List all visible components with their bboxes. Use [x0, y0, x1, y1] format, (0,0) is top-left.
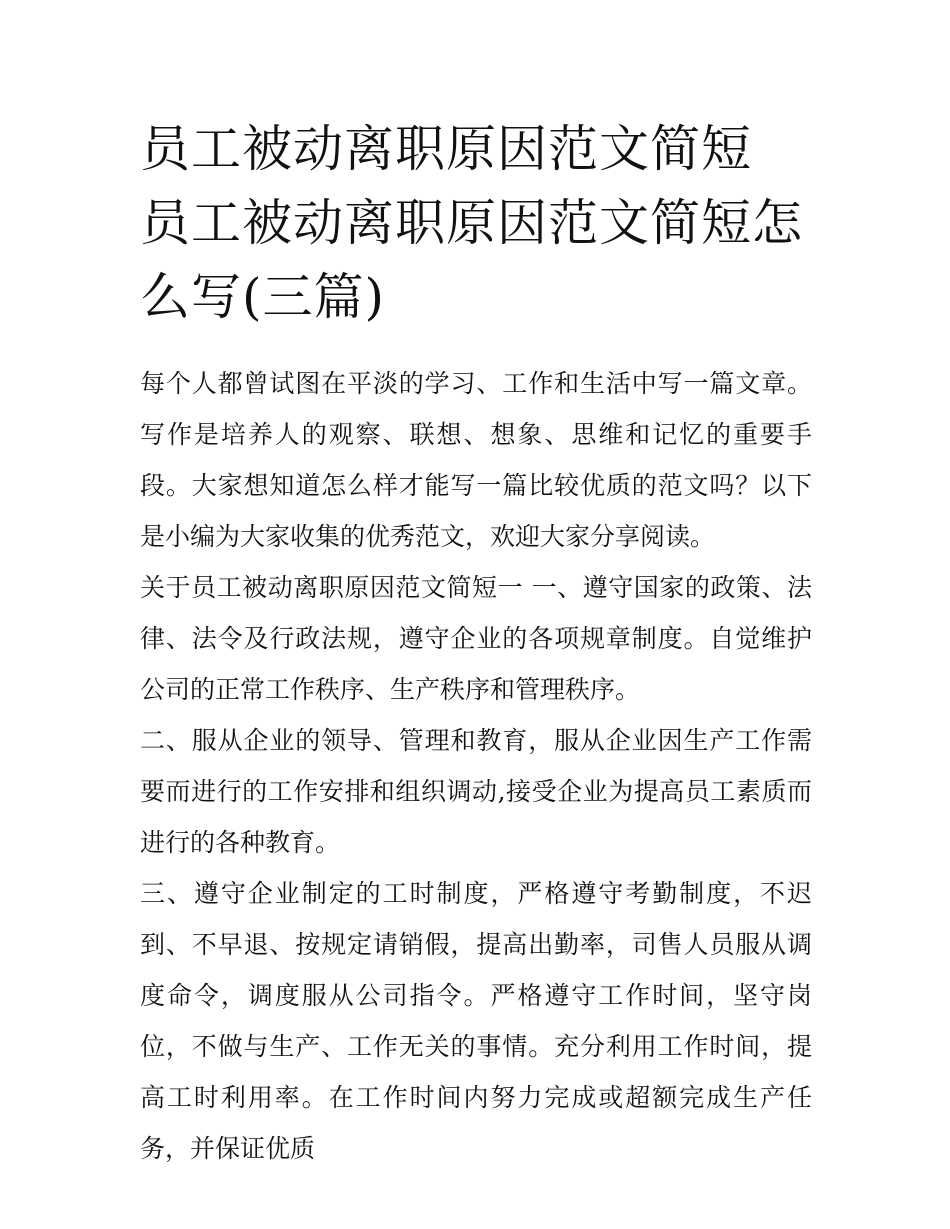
document-title: 员工被动离职原因范文简短 员工被动离职原因范文简短怎么写(三篇)	[140, 120, 803, 326]
section-two-paragraph: 二、服从企业的领导、管理和教育，服从企业因生产工作需要而进行的工作安排和组织调动,接受企业为提高员工素质而进行的各种教育。	[140, 726, 812, 857]
section-one-paragraph: 关于员工被动离职原因范文简短一 一、遵守国家的政策、法律、法令及行政法规，遵守企业的各项规章制度。自觉维护公司的正常工作秩序、生产秩序和管理秩序。	[140, 573, 812, 704]
intro-paragraph: 每个人都曾试图在平淡的学习、工作和生活中写一篇文章。写作是培养人的观察、联想、想象、思维和记忆的重要手段。大家想知道怎么样才能写一篇比较优质的范文吗？以下是小编为大家收集的优秀范文，欢迎大家分享阅读。	[140, 369, 812, 551]
section-three-paragraph: 三、遵守企业制定的工时制度，严格遵守考勤制度，不迟到、不早退、按规定请销假，提高出勤率，司售人员服从调度命令，调度服从公司指令。严格遵守工作时间，坚守岗位，不做与生产、工作无关的事情。充分利用工作时间，提高工时利用率。在工作时间内努力完成或超额完成生产任务，并保证优质	[140, 879, 812, 1163]
document-page	[140, 112, 812, 1174]
